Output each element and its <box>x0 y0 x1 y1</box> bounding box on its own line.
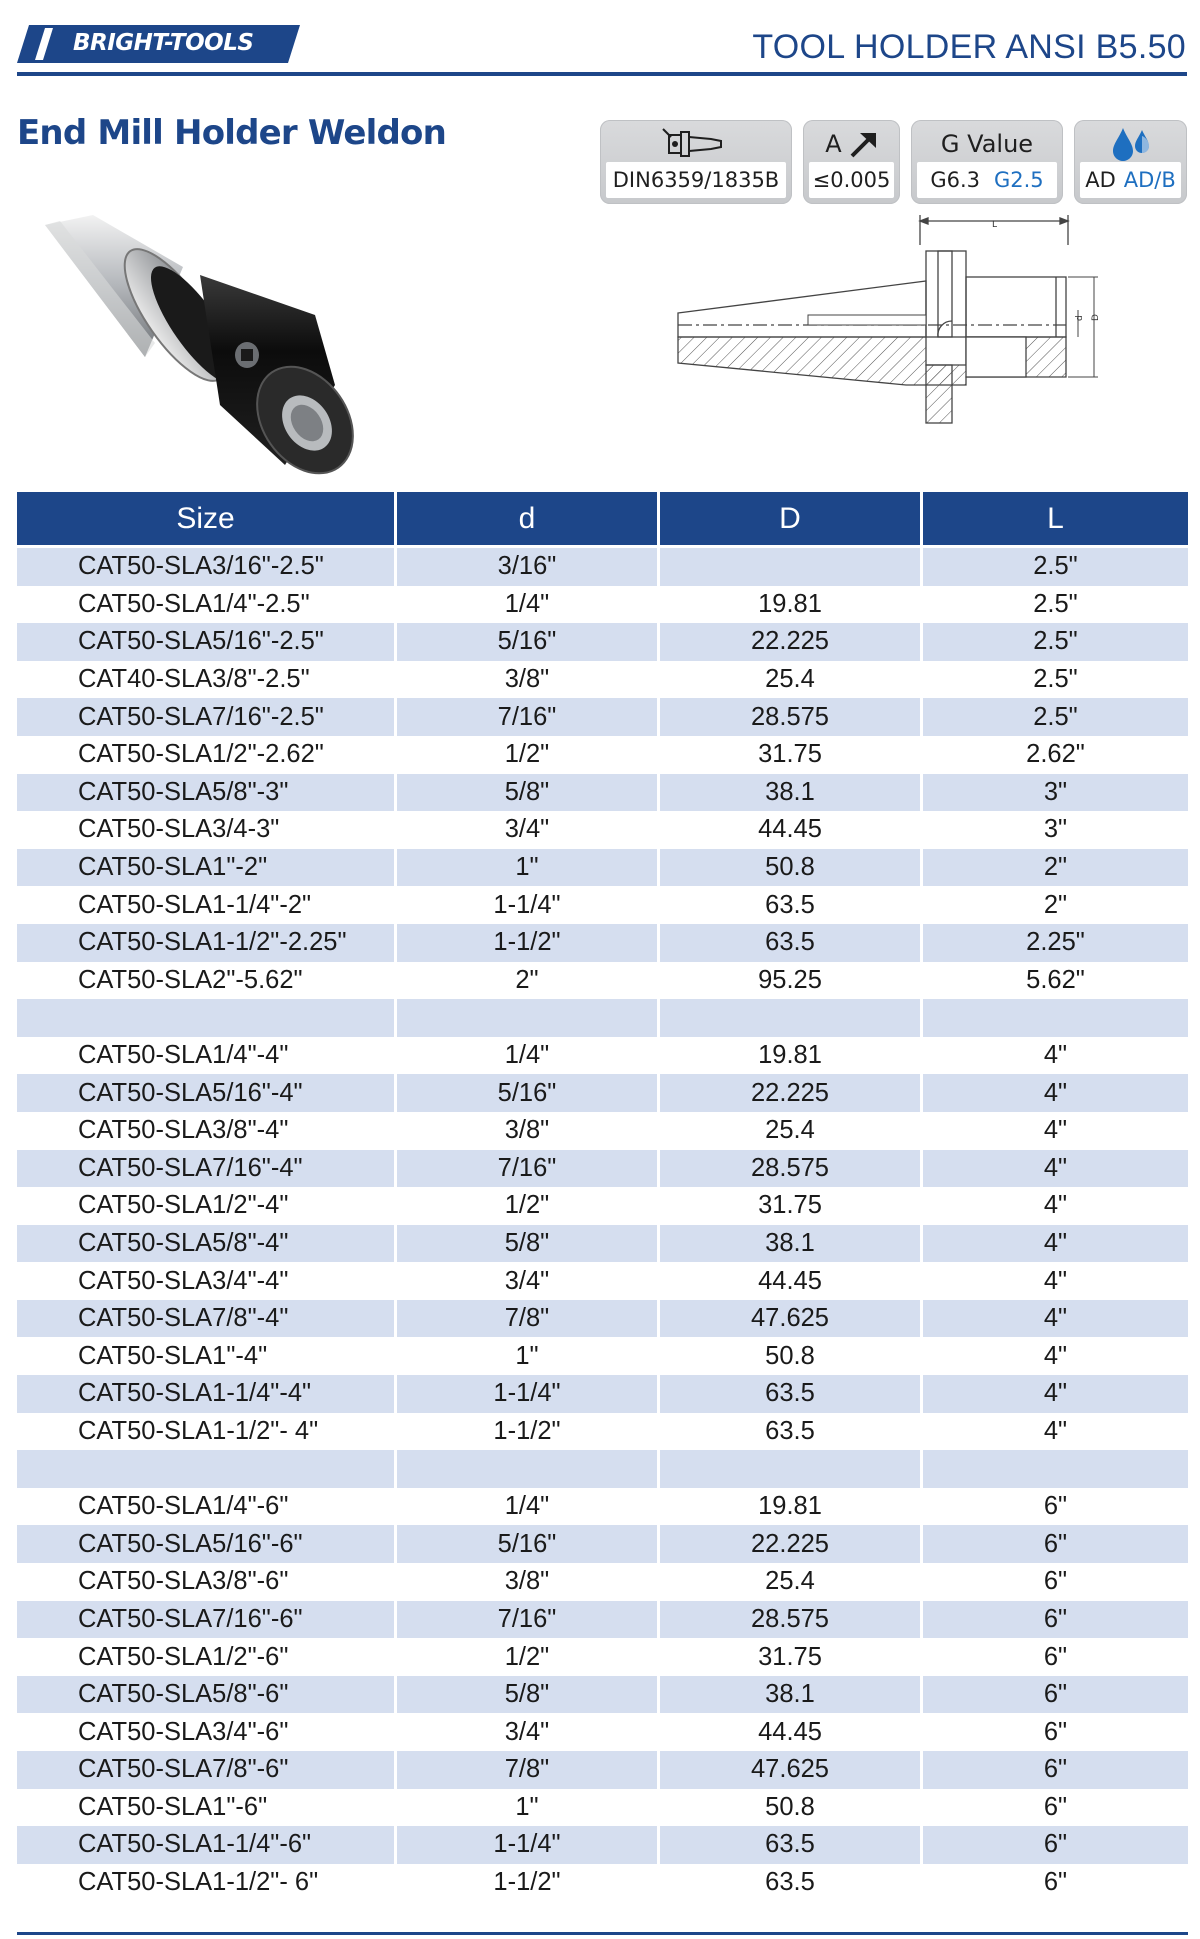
tool-holder-icon <box>661 127 731 161</box>
table-row <box>17 1150 1188 1188</box>
cell-D: 44.45 <box>660 1713 923 1751</box>
cell-D: 47.625 <box>660 1751 923 1789</box>
cell-D: 25.4 <box>660 1563 923 1601</box>
cell-d: 1" <box>397 849 660 887</box>
cell-size: CAT50-SLA1"-2" <box>17 849 397 887</box>
cell-d: 7/16" <box>397 1601 660 1639</box>
spec-standard-label: DIN6359/1835B <box>606 162 786 198</box>
cell-d <box>397 999 660 1037</box>
cell-size: CAT50-SLA1-1/2"- 6" <box>17 1864 397 1902</box>
cell-D: 19.81 <box>660 586 923 624</box>
table-row <box>17 586 1188 624</box>
coolant-drops-icon <box>1109 126 1153 162</box>
cell-L: 2.5" <box>923 545 1188 586</box>
table-row <box>17 1751 1188 1789</box>
runout-label: A <box>825 130 842 158</box>
table-row <box>17 1638 1188 1676</box>
cell-size: CAT50-SLA1-1/4"-4" <box>17 1375 397 1413</box>
column-header-D: D <box>660 492 923 545</box>
cell-d: 5/8" <box>397 774 660 812</box>
cell-L: 4" <box>923 1074 1188 1112</box>
cell-L: 6" <box>923 1638 1188 1676</box>
column-header-L: L <box>923 492 1188 545</box>
cell-D: 63.5 <box>660 886 923 924</box>
cell-D: 31.75 <box>660 1638 923 1676</box>
cell-L: 4" <box>923 1225 1188 1263</box>
cell-L: 6" <box>923 1751 1188 1789</box>
cell-L: 6" <box>923 1789 1188 1827</box>
cell-L: 3" <box>923 774 1188 812</box>
cell-D: 44.45 <box>660 1262 923 1300</box>
cell-L: 6" <box>923 1525 1188 1563</box>
cell-size: CAT50-SLA1/2"-6" <box>17 1638 397 1676</box>
cell-size: CAT50-SLA3/4-3" <box>17 811 397 849</box>
cell-d: 1/4" <box>397 1037 660 1075</box>
cell-L: 2.5" <box>923 623 1188 661</box>
cell-L: 4" <box>923 1375 1188 1413</box>
cell-size: CAT50-SLA3/8"-6" <box>17 1563 397 1601</box>
cell-L: 6" <box>923 1488 1188 1526</box>
cell-size: CAT50-SLA5/8"-3" <box>17 774 397 812</box>
cell-d: 5/16" <box>397 1525 660 1563</box>
cell-d: 1/2" <box>397 1187 660 1225</box>
cell-D <box>660 545 923 586</box>
cell-size: CAT50-SLA5/8"-6" <box>17 1676 397 1714</box>
cell-L: 4" <box>923 1150 1188 1188</box>
cell-L: 2.25" <box>923 924 1188 962</box>
table-row <box>17 924 1188 962</box>
cell-D: 47.625 <box>660 1300 923 1338</box>
cell-d: 1" <box>397 1789 660 1827</box>
table-row <box>17 1337 1188 1375</box>
spec-coolant <box>1074 120 1187 204</box>
runout-arrow-icon <box>848 130 878 158</box>
cell-D: 31.75 <box>660 736 923 774</box>
cell-d: 3/8" <box>397 1112 660 1150</box>
cell-D: 38.1 <box>660 1225 923 1263</box>
cell-L: 2.5" <box>923 586 1188 624</box>
cell-d: 1-1/2" <box>397 924 660 962</box>
cell-d: 1-1/4" <box>397 1826 660 1864</box>
coolant-secondary: AD/B <box>1123 168 1176 192</box>
cell-D <box>660 1450 923 1488</box>
table-row <box>17 886 1188 924</box>
cell-size: CAT50-SLA7/8"-6" <box>17 1751 397 1789</box>
cell-d: 7/16" <box>397 1150 660 1188</box>
cell-D: 63.5 <box>660 1413 923 1451</box>
cell-size: CAT50-SLA5/16"-4" <box>17 1074 397 1112</box>
cell-d: 1/2" <box>397 736 660 774</box>
cell-L: 4" <box>923 1337 1188 1375</box>
cell-D: 28.575 <box>660 1601 923 1639</box>
table-row <box>17 698 1188 736</box>
cell-L: 6" <box>923 1563 1188 1601</box>
cell-D: 19.81 <box>660 1488 923 1526</box>
cell-L <box>923 1450 1188 1488</box>
table-row <box>17 1450 1188 1488</box>
coolant-primary: AD <box>1085 168 1116 192</box>
cell-size: CAT50-SLA5/8"-4" <box>17 1225 397 1263</box>
cell-D: 38.1 <box>660 1676 923 1714</box>
cell-d: 3/16" <box>397 545 660 586</box>
cell-L: 6" <box>923 1601 1188 1639</box>
cell-size: CAT50-SLA1-1/2"- 4" <box>17 1413 397 1451</box>
cell-D: 22.225 <box>660 623 923 661</box>
table-row <box>17 999 1188 1037</box>
cell-d: 1-1/4" <box>397 886 660 924</box>
table-row <box>17 1187 1188 1225</box>
cell-L: 4" <box>923 1187 1188 1225</box>
table-row <box>17 1488 1188 1526</box>
cell-d: 1/2" <box>397 1638 660 1676</box>
table-row <box>17 1601 1188 1639</box>
spec-table <box>17 492 1188 1901</box>
table-row <box>17 736 1188 774</box>
cell-d: 5/8" <box>397 1676 660 1714</box>
cell-L: 4" <box>923 1037 1188 1075</box>
cell-d: 1-1/2" <box>397 1864 660 1902</box>
cell-d: 5/8" <box>397 1225 660 1263</box>
cell-size: CAT50-SLA3/8"-4" <box>17 1112 397 1150</box>
cell-size <box>17 1450 397 1488</box>
cell-d: 3/4" <box>397 811 660 849</box>
cell-L: 3" <box>923 811 1188 849</box>
cell-size: CAT50-SLA5/16"-6" <box>17 1525 397 1563</box>
cell-D: 63.5 <box>660 1864 923 1902</box>
cell-size: CAT50-SLA1"-4" <box>17 1337 397 1375</box>
balance-primary: G6.3 <box>930 168 980 192</box>
cell-d: 1/4" <box>397 1488 660 1526</box>
cell-size: CAT50-SLA3/4"-4" <box>17 1262 397 1300</box>
page-header-title: TOOL HOLDER ANSI B5.50 <box>752 28 1186 66</box>
spec-balance <box>911 120 1063 204</box>
product-photo <box>25 215 425 489</box>
technical-drawing <box>676 215 1136 489</box>
cell-size: CAT50-SLA1/4"-6" <box>17 1488 397 1526</box>
table-body <box>17 545 1188 1901</box>
cell-d: 3/4" <box>397 1262 660 1300</box>
cell-D: 28.575 <box>660 1150 923 1188</box>
cell-size: CAT50-SLA7/16"-4" <box>17 1150 397 1188</box>
header-divider <box>17 72 1187 76</box>
cell-D: 31.75 <box>660 1187 923 1225</box>
cell-L: 4" <box>923 1300 1188 1338</box>
cell-L <box>923 999 1188 1037</box>
cell-d: 1/4" <box>397 586 660 624</box>
spec-runout-value: ≤0.005 <box>809 162 894 198</box>
brand-name: BRIGHT-TOOLS <box>73 30 254 56</box>
cell-D: 19.81 <box>660 1037 923 1075</box>
cell-D: 50.8 <box>660 1789 923 1827</box>
column-header-d: d <box>397 492 660 545</box>
table-row <box>17 1826 1188 1864</box>
table-row <box>17 1789 1188 1827</box>
table-row <box>17 661 1188 699</box>
table-row <box>17 1375 1188 1413</box>
column-header-size: Size <box>17 492 397 545</box>
cell-D: 63.5 <box>660 1375 923 1413</box>
cell-size: CAT40-SLA3/8"-2.5" <box>17 661 397 699</box>
cell-size: CAT50-SLA1/2"-4" <box>17 1187 397 1225</box>
table-row <box>17 545 1188 586</box>
table-row <box>17 1864 1188 1902</box>
brand-logo <box>17 25 300 63</box>
cell-L: 2.5" <box>923 661 1188 699</box>
cell-D: 22.225 <box>660 1525 923 1563</box>
table-row <box>17 1037 1188 1075</box>
spec-standard <box>600 120 792 204</box>
cell-D: 50.8 <box>660 849 923 887</box>
cell-d: 2" <box>397 962 660 1000</box>
cell-L: 4" <box>923 1262 1188 1300</box>
cell-L: 5.62" <box>923 962 1188 1000</box>
cell-L: 2.62" <box>923 736 1188 774</box>
section-title: End Mill Holder Weldon <box>17 113 447 153</box>
cell-size: CAT50-SLA7/8"-4" <box>17 1300 397 1338</box>
cell-size: CAT50-SLA1-1/4"-6" <box>17 1826 397 1864</box>
table-row <box>17 962 1188 1000</box>
cell-size: CAT50-SLA1-1/4"-2" <box>17 886 397 924</box>
cell-d: 3/8" <box>397 661 660 699</box>
cell-size: CAT50-SLA1/4"-2.5" <box>17 586 397 624</box>
cell-L: 2.5" <box>923 698 1188 736</box>
cell-size: CAT50-SLA7/16"-6" <box>17 1601 397 1639</box>
table-row <box>17 1225 1188 1263</box>
cell-d: 7/16" <box>397 698 660 736</box>
cell-size: CAT50-SLA7/16"-2.5" <box>17 698 397 736</box>
dimension-L-label: L <box>992 220 998 230</box>
cell-d: 5/16" <box>397 1074 660 1112</box>
cell-size <box>17 999 397 1037</box>
cell-size: CAT50-SLA3/4"-6" <box>17 1713 397 1751</box>
table-row <box>17 1262 1188 1300</box>
table-row <box>17 1074 1188 1112</box>
cell-d: 3/4" <box>397 1713 660 1751</box>
table-row <box>17 1413 1188 1451</box>
cell-L: 4" <box>923 1112 1188 1150</box>
cell-L: 2" <box>923 886 1188 924</box>
balance-secondary: G2.5 <box>994 168 1044 192</box>
footer-divider <box>17 1932 1188 1935</box>
dimension-d-label: d <box>1075 315 1085 321</box>
table-row <box>17 849 1188 887</box>
table-row <box>17 1112 1188 1150</box>
cell-D: 63.5 <box>660 1826 923 1864</box>
cell-size: CAT50-SLA5/16"-2.5" <box>17 623 397 661</box>
cell-D: 22.225 <box>660 1074 923 1112</box>
cell-d: 1" <box>397 1337 660 1375</box>
balance-label: G Value <box>940 130 1034 158</box>
cell-size: CAT50-SLA2"-5.62" <box>17 962 397 1000</box>
cell-D: 50.8 <box>660 1337 923 1375</box>
table-row <box>17 1563 1188 1601</box>
cell-size: CAT50-SLA1-1/2"-2.25" <box>17 924 397 962</box>
cell-d: 3/8" <box>397 1563 660 1601</box>
cell-D: 25.4 <box>660 1112 923 1150</box>
cell-D: 25.4 <box>660 661 923 699</box>
cell-L: 6" <box>923 1864 1188 1902</box>
cell-d: 1-1/4" <box>397 1375 660 1413</box>
cell-D: 95.25 <box>660 962 923 1000</box>
cell-D: 28.575 <box>660 698 923 736</box>
cell-size: CAT50-SLA3/16"-2.5" <box>17 545 397 586</box>
table-header-row <box>17 492 1188 545</box>
cell-L: 6" <box>923 1676 1188 1714</box>
cell-d: 7/8" <box>397 1751 660 1789</box>
table-row <box>17 811 1188 849</box>
cell-size: CAT50-SLA1/2"-2.62" <box>17 736 397 774</box>
cell-d: 7/8" <box>397 1300 660 1338</box>
dimension-D-label: D <box>1091 314 1101 321</box>
cell-size: CAT50-SLA1"-6" <box>17 1789 397 1827</box>
cell-L: 6" <box>923 1713 1188 1751</box>
table-row <box>17 1525 1188 1563</box>
cell-d <box>397 1450 660 1488</box>
cell-D: 63.5 <box>660 924 923 962</box>
cell-D: 38.1 <box>660 774 923 812</box>
cell-L: 2" <box>923 849 1188 887</box>
cell-D <box>660 999 923 1037</box>
cell-L: 4" <box>923 1413 1188 1451</box>
table-row <box>17 774 1188 812</box>
cell-d: 1-1/2" <box>397 1413 660 1451</box>
cell-D: 44.45 <box>660 811 923 849</box>
cell-d: 5/16" <box>397 623 660 661</box>
spec-runout <box>803 120 900 204</box>
cell-L: 6" <box>923 1826 1188 1864</box>
cell-size: CAT50-SLA1/4"-4" <box>17 1037 397 1075</box>
table-row <box>17 1676 1188 1714</box>
table-row <box>17 1300 1188 1338</box>
table-row <box>17 1713 1188 1751</box>
table-row <box>17 623 1188 661</box>
